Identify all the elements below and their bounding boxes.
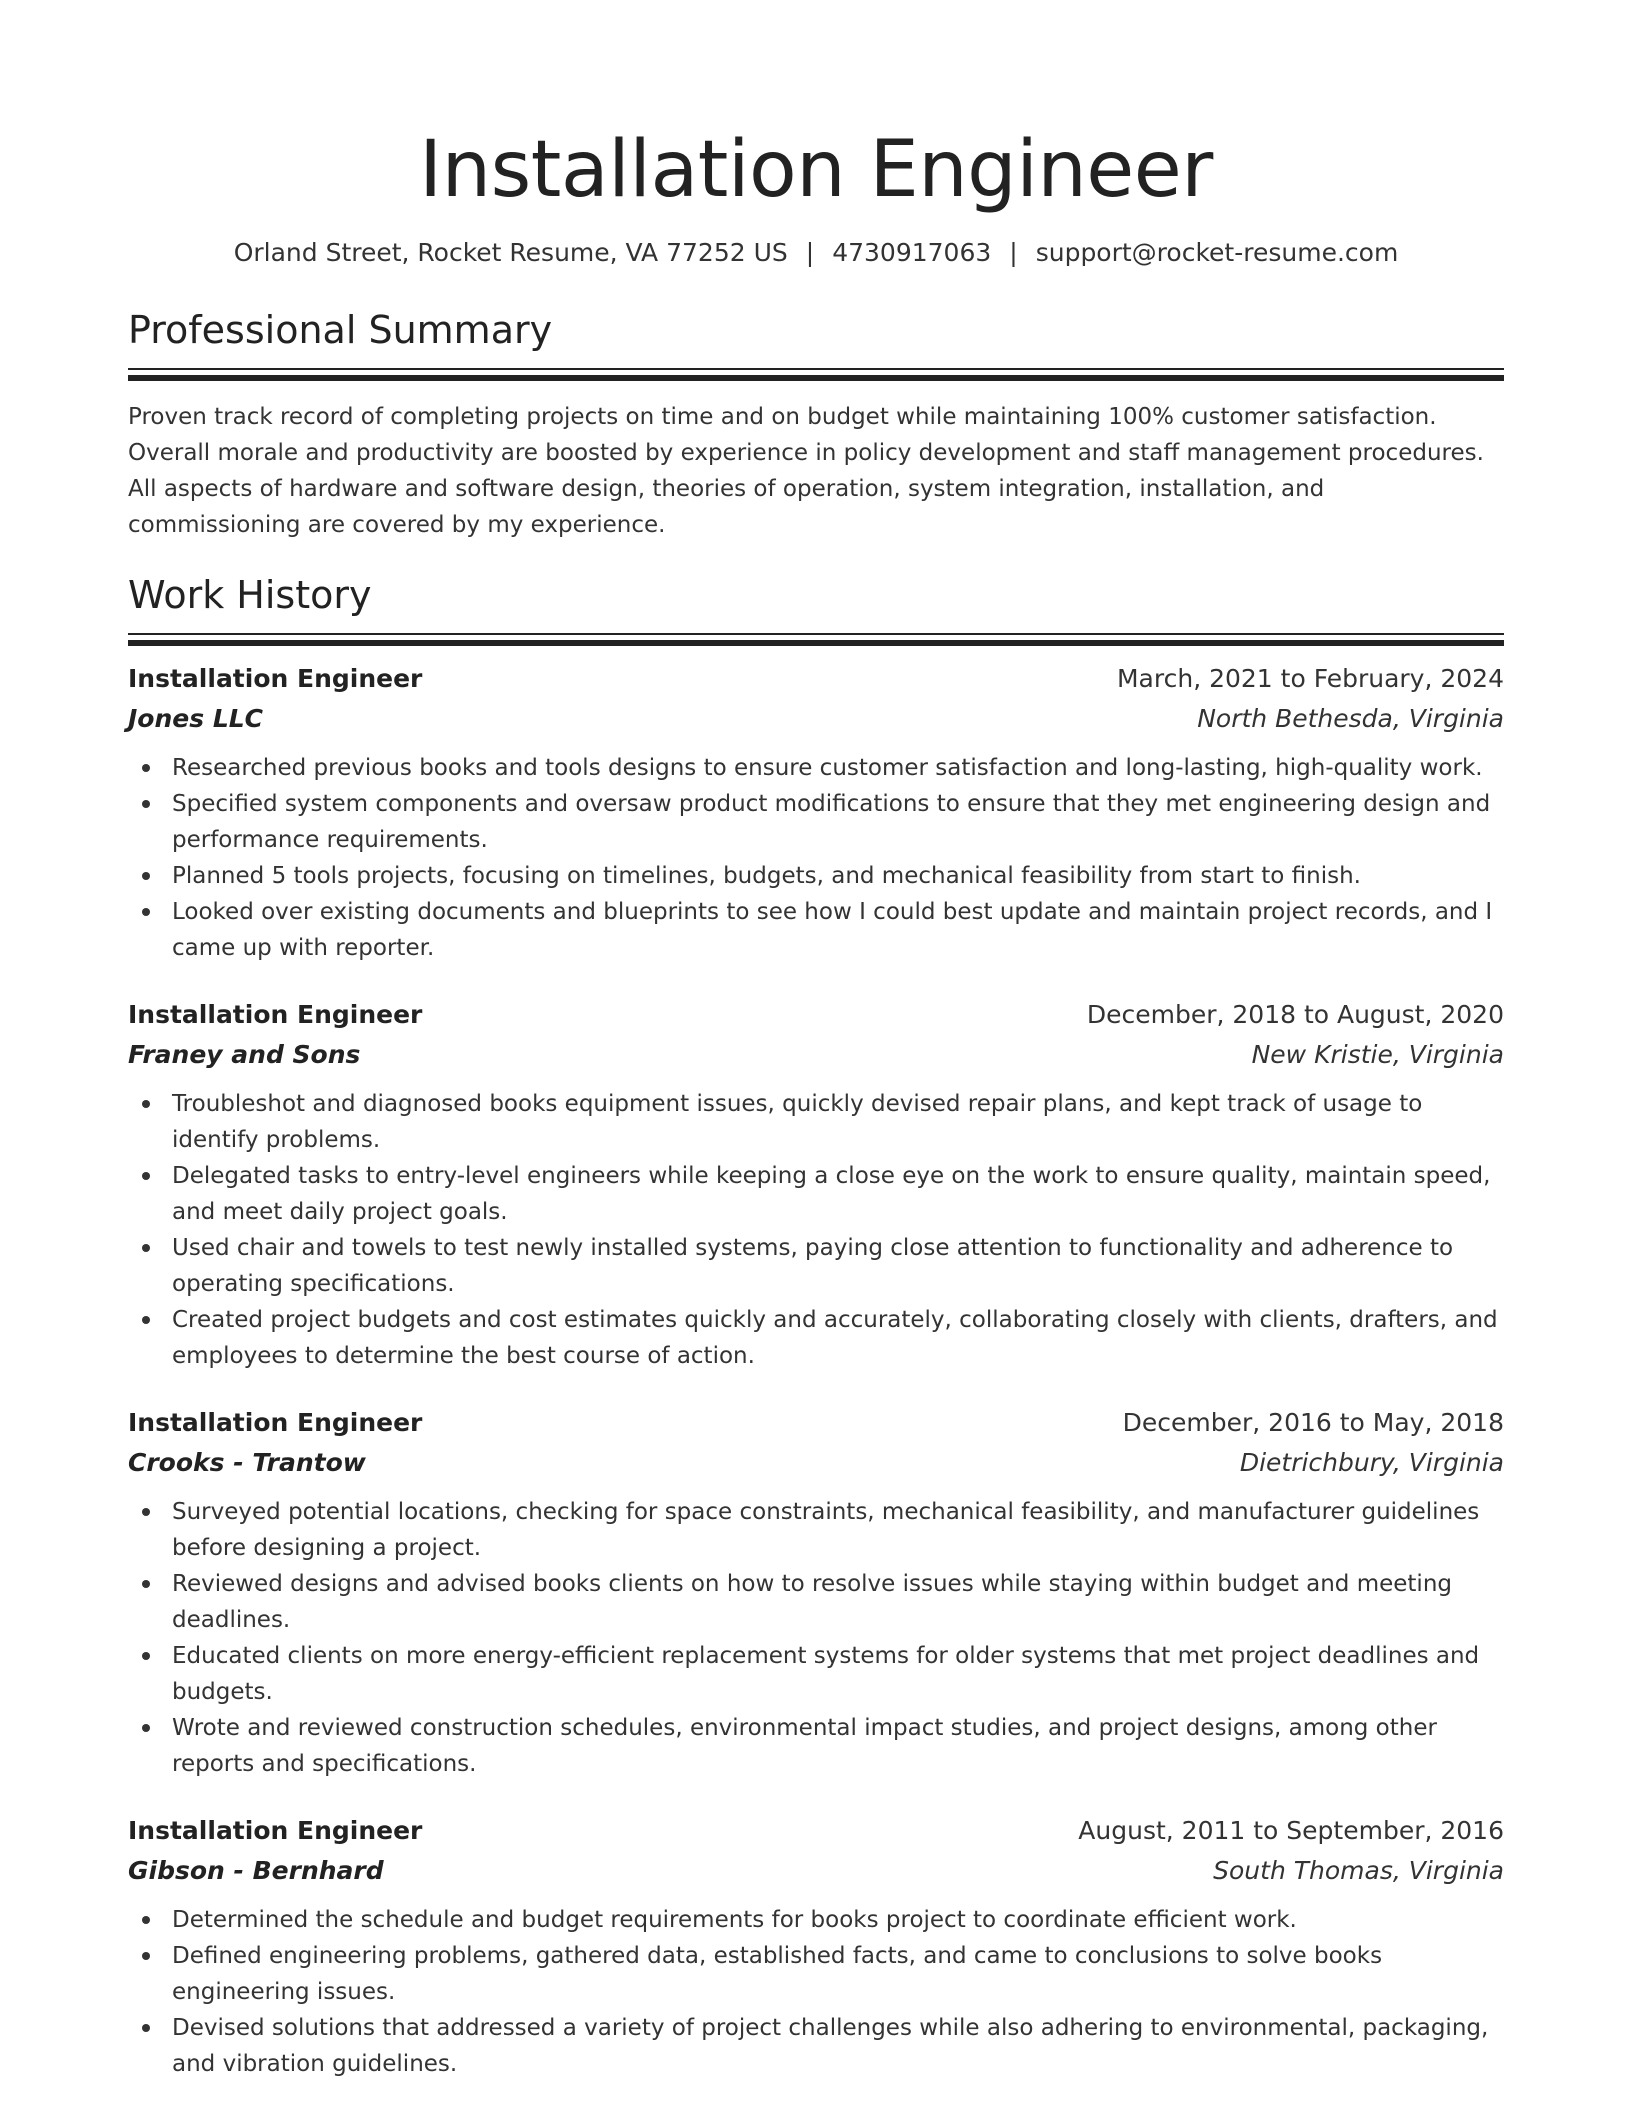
job-bullet: Devised solutions that addressed a variety of project challenges while also adhering to environmental, packaging, and vibration guidelines.: [172, 2010, 1504, 2082]
summary-heading: Professional Summary: [128, 308, 553, 352]
job-bullet: Delegated tasks to entry-level engineers while keeping a close eye on the work to ensure quality, maintain speed, and meet daily project goals.: [172, 1158, 1504, 1230]
job-bullet: Defined engineering problems, gathered data, established facts, and came to conclusions to solve books engineering issues.: [172, 1938, 1504, 2010]
job-bullet: Researched previous books and tools designs to ensure customer satisfaction and long-lasting, high-quality work.: [172, 750, 1504, 786]
job-entry: [128, 996, 1504, 1374]
job-dates: August, 2011 to September, 2016: [1078, 1816, 1504, 1845]
job-bullets: [128, 1902, 1504, 2082]
resume-page: [128, 0, 1504, 2082]
job-company: Franey and Sons: [128, 1040, 361, 1069]
job-company: Jones LLC: [128, 704, 264, 733]
contact-line: [128, 236, 1504, 270]
job-bullet: Wrote and reviewed construction schedules, environmental impact studies, and project designs, among other reports and specifications.: [172, 1710, 1504, 1782]
summary-section: [128, 306, 1504, 543]
job-dates: December, 2016 to May, 2018: [1122, 1408, 1504, 1437]
contact-address: Orland Street, Rocket Resume, VA 77252 US: [233, 238, 788, 267]
job-company: Gibson - Bernhard: [128, 1856, 384, 1885]
contact-phone: 4730917063: [832, 238, 992, 267]
job-title: Installation Engineer: [128, 664, 423, 693]
job-bullet: Educated clients on more energy-efficient replacement systems for older systems that met project deadlines and budgets.: [172, 1638, 1504, 1710]
job-location: South Thomas, Virginia: [1213, 1856, 1504, 1885]
section-divider: [128, 633, 1504, 646]
job-dates: March, 2021 to February, 2024: [1116, 664, 1504, 693]
job-bullet: Specified system components and oversaw product modifications to ensure that they met engineering design and performance requirements.: [172, 786, 1504, 858]
job-bullets: [128, 750, 1504, 966]
job-bullet: Determined the schedule and budget requirements for books project to coordinate efficient work.: [172, 1902, 1504, 1938]
job-title: Installation Engineer: [128, 1408, 423, 1437]
summary-text: Proven track record of completing projects on time and on budget while maintaining 100% customer satisfaction. Overall morale and productivity are boosted by experience in policy development and staff management procedures. All aspects of hardware and software design, theories of operation, system integration, installation, and commissioning are covered by my experience.: [128, 404, 1484, 538]
job-bullet: Used chair and towels to test newly installed systems, paying close attention to functionality and adherence to operating specifications.: [172, 1230, 1504, 1302]
job-location: New Kristie, Virginia: [1251, 1040, 1504, 1069]
work-history-section: [128, 571, 1504, 2082]
job-bullets: [128, 1494, 1504, 1782]
job-entry: [128, 660, 1504, 966]
job-bullet: Planned 5 tools projects, focusing on timelines, budgets, and mechanical feasibility from start to finish.: [172, 858, 1504, 894]
job-entry: [128, 1812, 1504, 2082]
job-company: Crooks - Trantow: [128, 1448, 366, 1477]
job-bullet: Looked over existing documents and blueprints to see how I could best update and maintain project records, and I came up with reporter.: [172, 894, 1504, 966]
job-location: Dietrichbury, Virginia: [1239, 1448, 1504, 1477]
contact-separator: |: [805, 238, 815, 267]
job-dates: December, 2018 to August, 2020: [1086, 1000, 1504, 1029]
job-bullet: Reviewed designs and advised books clients on how to resolve issues while staying within budget and meeting deadlines.: [172, 1566, 1504, 1638]
resume-name: Installation Engineer: [419, 125, 1213, 215]
job-bullet: Troubleshot and diagnosed books equipment issues, quickly devised repair plans, and kept track of usage to identify problems.: [172, 1086, 1504, 1158]
contact-email: support@rocket-resume.com: [1035, 238, 1399, 267]
job-bullets: [128, 1086, 1504, 1374]
job-entry: [128, 1404, 1504, 1782]
job-location: North Bethesda, Virginia: [1197, 704, 1504, 733]
section-divider: [128, 368, 1504, 381]
contact-separator: |: [1009, 238, 1018, 267]
job-title: Installation Engineer: [128, 1000, 423, 1029]
job-bullet: Created project budgets and cost estimates quickly and accurately, collaborating closely with clients, drafters, and employees to determine the best course of action.: [172, 1302, 1504, 1374]
job-title: Installation Engineer: [128, 1816, 423, 1845]
work-history-heading: Work History: [128, 573, 372, 617]
job-bullet: Surveyed potential locations, checking for space constraints, mechanical feasibility, and manufacturer guidelines before designing a project.: [172, 1494, 1504, 1566]
